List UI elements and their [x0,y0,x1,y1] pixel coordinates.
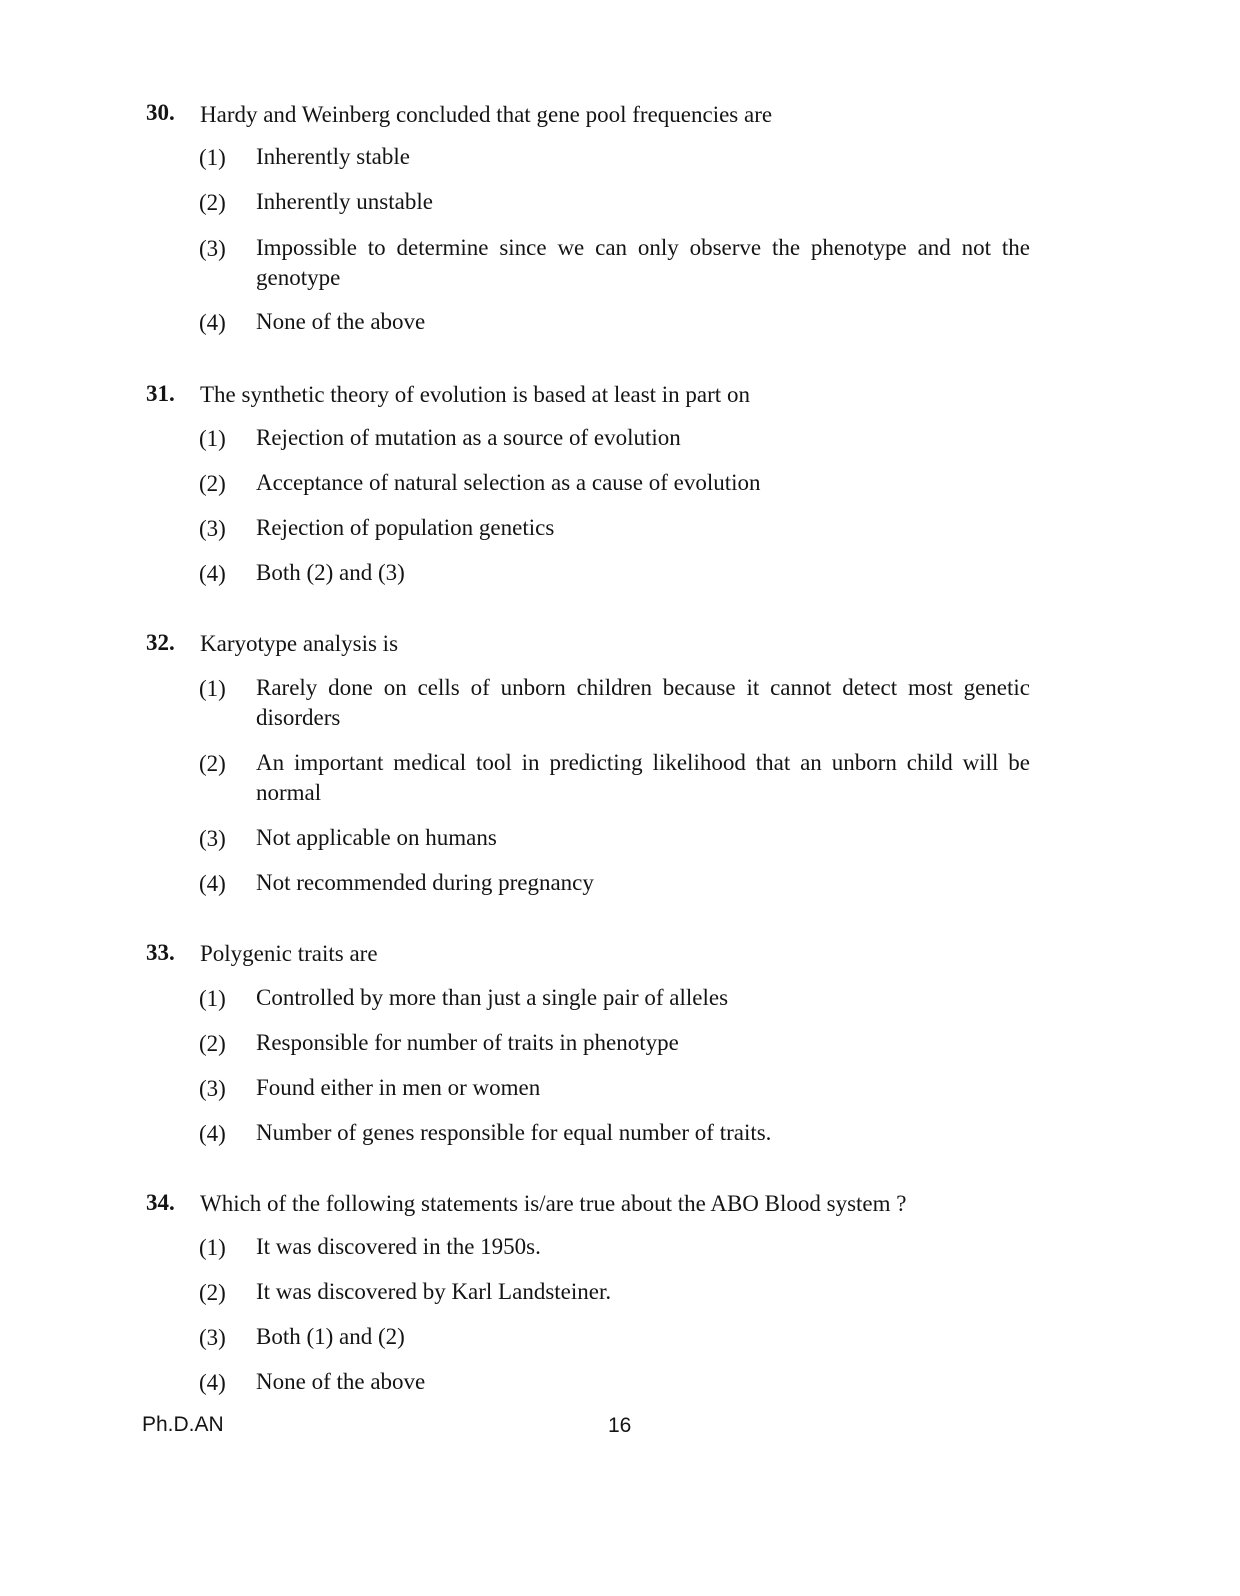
option-text: It was discovered in the 1950s. [256,1234,541,1259]
option-text: Rejection of mutation as a source of evolution [256,425,681,450]
option-label: (4) [199,310,226,335]
option-label: (4) [199,871,226,896]
option-text: Responsible for number of traits in phenotype [256,1030,679,1055]
option-text: Impossible to determine since we can only observe the phenotype and not the genotype [256,235,1030,290]
option-text: Rejection of population genetics [256,515,555,540]
paper-code: Ph.D.AN [142,1413,224,1436]
option-text: It was discovered by Karl Landsteiner. [256,1279,612,1304]
option-label: (1) [199,426,226,451]
question-stem: Karyotype analysis is [200,631,399,656]
page-number: 16 [608,1414,632,1437]
option-label: (1) [199,986,226,1011]
question-stem: Polygenic traits are [200,941,378,966]
option-text: Not applicable on humans [256,825,497,850]
option-text: Both (1) and (2) [256,1324,405,1349]
question-stem: Which of the following statements is/are true about the ABO Blood system ? [200,1191,907,1216]
option-text: Controlled by more than just a single pair of alleles [256,985,729,1010]
option-label: (1) [199,676,226,701]
option-label: (3) [199,1076,226,1101]
option-label: (3) [199,516,226,541]
option-label: (2) [199,190,226,215]
option-label: (2) [199,1031,226,1056]
question-number: 34. [146,1190,175,1215]
question-number: 32. [146,630,175,655]
option-label: (1) [199,145,226,170]
option-label: (3) [199,236,226,261]
option-text: Both (2) and (3) [256,560,405,585]
option-label: (2) [199,471,226,496]
option-label: (3) [199,826,226,851]
option-label: (4) [199,1121,226,1146]
question-number: 33. [146,940,175,965]
option-text: Found either in men or women [256,1075,541,1100]
question-stem: The synthetic theory of evolution is based at least in part on [200,382,750,407]
option-text: Rarely done on cells of unborn children because it cannot detect most genetic disorders [256,675,1030,730]
option-label: (4) [199,1370,226,1395]
question-stem: Hardy and Weinberg concluded that gene pool frequencies are [200,102,773,127]
option-label: (2) [199,751,226,776]
option-label: (2) [199,1280,226,1305]
option-text: Acceptance of natural selection as a cause of evolution [256,470,761,495]
option-text: None of the above [256,309,426,334]
question-number: 30. [146,100,175,125]
option-text: Inherently unstable [256,189,433,214]
option-label: (3) [199,1325,226,1350]
option-label: (1) [199,1235,226,1260]
option-text: An important medical tool in predicting likelihood that an unborn child will be normal [256,750,1030,805]
option-text: Number of genes responsible for equal number of traits. [256,1120,772,1145]
option-text: Inherently stable [256,144,410,169]
question-number: 31. [146,381,175,406]
option-text: Not recommended during pregnancy [256,870,594,895]
option-text: None of the above [256,1369,426,1394]
option-label: (4) [199,561,226,586]
